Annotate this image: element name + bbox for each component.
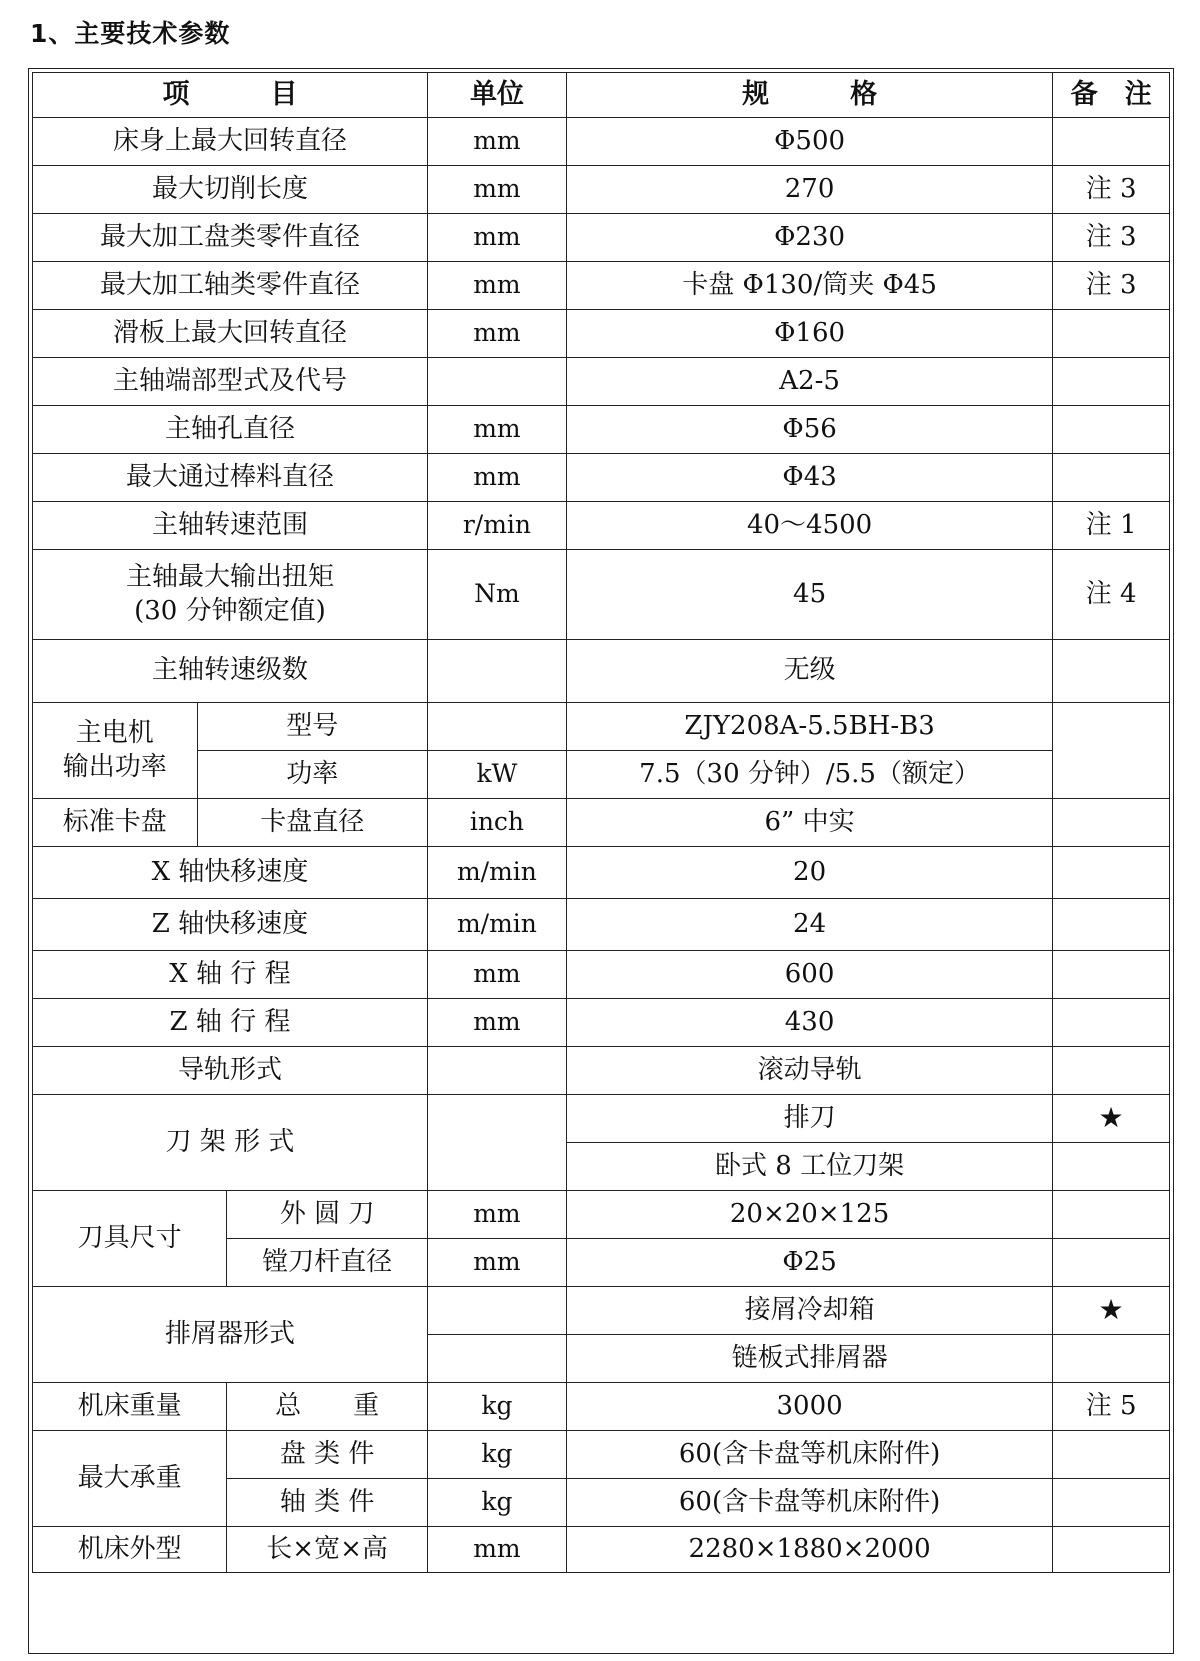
table-row — [33, 1095, 1170, 1143]
note-cell — [1053, 1479, 1170, 1527]
note-cell — [1053, 118, 1170, 166]
header-row — [33, 73, 1170, 118]
item-cell: 最大加工盘类零件直径 — [33, 214, 428, 262]
table-row — [33, 214, 1170, 262]
table-row — [33, 1047, 1170, 1095]
spec-cell: 600 — [566, 951, 1052, 999]
spec-cell: 270 — [566, 166, 1052, 214]
spec-cell: Φ160 — [566, 310, 1052, 358]
table-row — [33, 1383, 1170, 1431]
sub-item-cell: 总 重 — [227, 1383, 428, 1431]
group-cell: 机床重量 — [33, 1383, 227, 1431]
unit-cell: mm — [427, 454, 566, 502]
unit-cell: kg — [427, 1431, 566, 1479]
unit-cell: Nm — [427, 550, 566, 640]
table-row — [33, 502, 1170, 550]
table-row — [33, 1431, 1170, 1479]
table-row — [33, 1287, 1170, 1335]
table-row — [33, 1527, 1170, 1573]
star-mark: ★ — [1053, 1095, 1170, 1143]
note-cell — [1053, 1527, 1170, 1573]
sub-item-cell: 卡盘直径 — [197, 799, 427, 847]
spec-cell: Φ230 — [566, 214, 1052, 262]
note-cell — [1053, 358, 1170, 406]
note-cell — [1053, 1143, 1170, 1191]
unit-cell — [427, 1047, 566, 1095]
note-cell — [1053, 454, 1170, 502]
sub-item-cell: 型号 — [197, 703, 427, 751]
unit-cell: mm — [427, 951, 566, 999]
sub-item-cell: 功率 — [197, 751, 427, 799]
spec-cell: 3000 — [566, 1383, 1052, 1431]
note-cell — [1053, 640, 1170, 703]
spec-cell: 接屑冷却箱 — [566, 1287, 1052, 1335]
item-cell: X 轴快移速度 — [33, 847, 428, 899]
unit-cell: m/min — [427, 847, 566, 899]
note-cell: 注 4 — [1053, 550, 1170, 640]
sub-item-cell: 盘 类 件 — [227, 1431, 428, 1479]
spec-cell: Φ43 — [566, 454, 1052, 502]
sub-item-cell: 长×宽×高 — [227, 1527, 428, 1573]
table-row — [33, 847, 1170, 899]
unit-cell: kg — [427, 1479, 566, 1527]
table-row — [33, 951, 1170, 999]
unit-cell: mm — [427, 262, 566, 310]
note-cell — [1053, 799, 1170, 847]
group-line-1: 主电机 — [75, 717, 154, 748]
group-cell: 标准卡盘 — [33, 799, 198, 847]
unit-cell: mm — [427, 310, 566, 358]
item-line-1: 主轴最大输出扭矩 — [125, 561, 334, 592]
unit-cell: mm — [427, 999, 566, 1047]
sub-item-cell: 轴 类 件 — [227, 1479, 428, 1527]
item-cell: 床身上最大回转直径 — [33, 118, 428, 166]
spec-cell: 24 — [566, 899, 1052, 951]
table-row — [33, 358, 1170, 406]
sub-item-cell: 外 圆 刀 — [227, 1191, 428, 1239]
group-cell: 最大承重 — [33, 1431, 227, 1527]
header-item: 项 目 — [33, 73, 428, 118]
spec-cell: 6” 中实 — [566, 799, 1052, 847]
unit-cell: kg — [427, 1383, 566, 1431]
unit-cell: kW — [427, 751, 566, 799]
unit-cell — [427, 1335, 566, 1383]
unit-cell: r/min — [427, 502, 566, 550]
unit-cell — [427, 1287, 566, 1335]
table-row — [33, 899, 1170, 951]
unit-cell: mm — [427, 1191, 566, 1239]
spec-cell: 链板式排屑器 — [566, 1335, 1052, 1383]
spec-cell: Φ56 — [566, 406, 1052, 454]
spec-cell: 20 — [566, 847, 1052, 899]
spec-cell: 20×20×125 — [566, 1191, 1052, 1239]
spec-cell: ZJY208A-5.5BH-B3 — [566, 703, 1052, 751]
table-row — [33, 799, 1170, 847]
item-cell: 主轴端部型式及代号 — [33, 358, 428, 406]
item-cell: 最大通过棒料直径 — [33, 454, 428, 502]
spec-table — [32, 72, 1170, 1573]
note-cell — [1053, 847, 1170, 899]
unit-cell: mm — [427, 1527, 566, 1573]
item-cell: 刀 架 形 式 — [33, 1095, 428, 1191]
note-cell: 注 3 — [1053, 262, 1170, 310]
note-cell — [1053, 310, 1170, 358]
item-line-2: (30 分钟额定值) — [134, 595, 326, 626]
unit-cell: mm — [427, 1239, 566, 1287]
note-cell — [1053, 999, 1170, 1047]
spec-cell: 无级 — [566, 640, 1052, 703]
spec-cell: 卡盘 Φ130/筒夹 Φ45 — [566, 262, 1052, 310]
item-cell: 排屑器形式 — [33, 1287, 428, 1383]
unit-cell — [427, 1095, 566, 1191]
note-cell: 注 3 — [1053, 214, 1170, 262]
item-cell: 主轴转速级数 — [33, 640, 428, 703]
spec-cell: 430 — [566, 999, 1052, 1047]
item-cell: X 轴 行 程 — [33, 951, 428, 999]
note-cell — [1053, 951, 1170, 999]
unit-cell: mm — [427, 166, 566, 214]
unit-cell — [427, 640, 566, 703]
item-cell — [33, 550, 428, 640]
spec-cell: 卧式 8 工位刀架 — [566, 1143, 1052, 1191]
header-spec: 规 格 — [566, 73, 1052, 118]
table-row — [33, 1191, 1170, 1239]
item-cell: Z 轴 行 程 — [33, 999, 428, 1047]
note-cell — [1053, 1431, 1170, 1479]
item-cell: 主轴孔直径 — [33, 406, 428, 454]
table-row — [33, 999, 1170, 1047]
spec-cell: 排刀 — [566, 1095, 1052, 1143]
unit-cell: mm — [427, 214, 566, 262]
spec-cell: Φ25 — [566, 1239, 1052, 1287]
spec-cell: 2280×1880×2000 — [566, 1527, 1052, 1573]
unit-cell: mm — [427, 406, 566, 454]
spec-cell: 60(含卡盘等机床附件) — [566, 1431, 1052, 1479]
note-cell: 注 1 — [1053, 502, 1170, 550]
header-note: 备 注 — [1053, 73, 1170, 118]
sub-item-cell: 镗刀杆直径 — [227, 1239, 428, 1287]
table-row — [33, 166, 1170, 214]
table-row — [33, 310, 1170, 358]
section-heading: 1、主要技术参数 — [30, 19, 231, 48]
unit-cell — [427, 358, 566, 406]
note-cell: 注 5 — [1053, 1383, 1170, 1431]
item-cell: 最大加工轴类零件直径 — [33, 262, 428, 310]
table-row — [33, 454, 1170, 502]
table-row — [33, 751, 1170, 799]
spec-cell: 40～4500 — [566, 502, 1052, 550]
group-cell: 机床外型 — [33, 1527, 227, 1573]
note-cell — [1053, 406, 1170, 454]
spec-cell: 滚动导轨 — [566, 1047, 1052, 1095]
unit-cell — [427, 703, 566, 751]
spec-cell: 7.5（30 分钟）/5.5（额定） — [566, 751, 1052, 799]
table-row — [33, 118, 1170, 166]
spec-cell: 45 — [566, 550, 1052, 640]
spec-cell: 60(含卡盘等机床附件) — [566, 1479, 1052, 1527]
spec-cell: A2-5 — [566, 358, 1052, 406]
item-cell: 滑板上最大回转直径 — [33, 310, 428, 358]
star-mark: ★ — [1053, 1287, 1170, 1335]
table-row — [33, 640, 1170, 703]
group-line-2: 输出功率 — [62, 751, 167, 782]
note-cell — [1053, 1239, 1170, 1287]
note-cell — [1053, 899, 1170, 951]
note-cell — [1053, 703, 1170, 799]
note-cell: 注 3 — [1053, 166, 1170, 214]
spec-cell: Φ500 — [566, 118, 1052, 166]
header-unit: 单位 — [427, 73, 566, 118]
table-row — [33, 262, 1170, 310]
table-row — [33, 406, 1170, 454]
note-cell — [1053, 1047, 1170, 1095]
table-row — [33, 703, 1170, 751]
item-cell: 导轨形式 — [33, 1047, 428, 1095]
item-cell: 最大切削长度 — [33, 166, 428, 214]
group-cell: 刀具尺寸 — [33, 1191, 227, 1287]
unit-cell: m/min — [427, 899, 566, 951]
unit-cell: inch — [427, 799, 566, 847]
note-cell — [1053, 1335, 1170, 1383]
group-cell — [33, 703, 198, 799]
note-cell — [1053, 1191, 1170, 1239]
item-cell: 主轴转速范围 — [33, 502, 428, 550]
table-row — [33, 550, 1170, 640]
unit-cell: mm — [427, 118, 566, 166]
item-cell: Z 轴快移速度 — [33, 899, 428, 951]
